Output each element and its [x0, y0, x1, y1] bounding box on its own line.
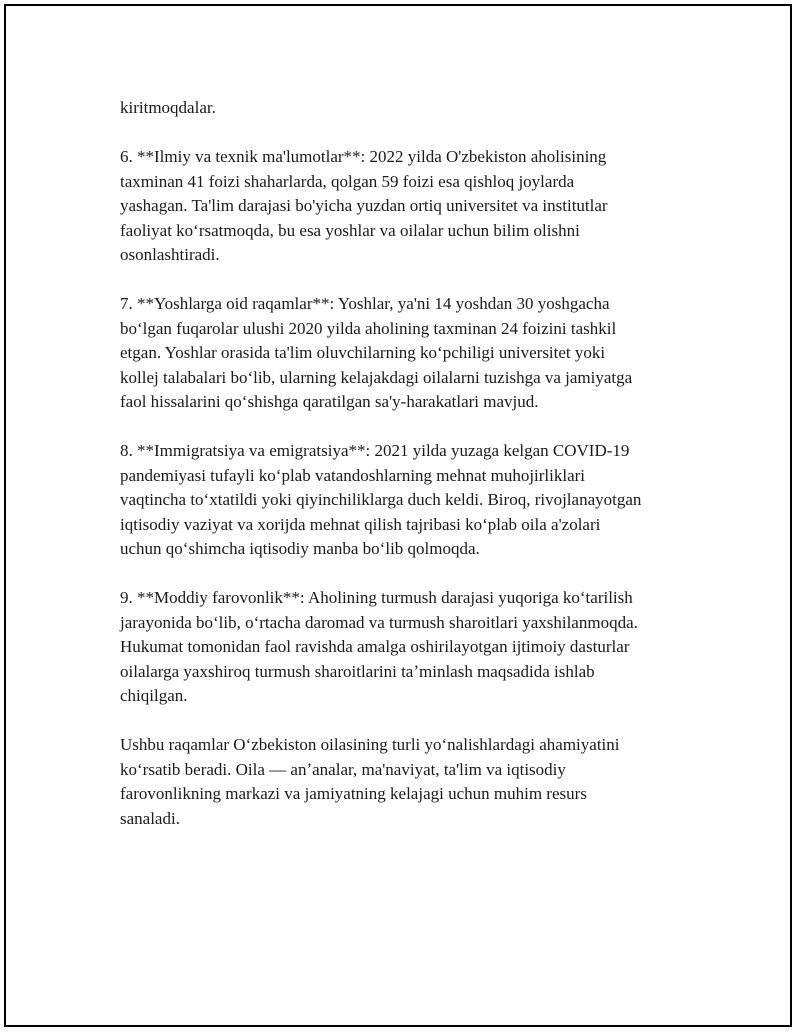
- text-line: vaqtincha toʻxtatildi yoki qiyinchiliklarga duch keldi. Biroq, rivojlanayotgan: [120, 490, 642, 509]
- text-line: chiqilgan.: [120, 686, 188, 705]
- text-line: jarayonida boʻlib, oʻrtacha daromad va turmush sharoitlari yaxshilanmoqda.: [120, 612, 638, 632]
- text-line: faoliyat koʻrsatmoqda, bu esa yoshlar va oilalar uchun bilim olishni: [120, 220, 580, 240]
- paragraph-item-7: [120, 292, 680, 415]
- text-line: boʻlgan fuqarolar ulushi 2020 yilda aholining taxminan 24 foizini tashkil: [120, 318, 617, 338]
- text-line: 7. **Yoshlarga oid raqamlar**: Yoshlar, ya'ni 14 yoshdan 30 yoshgacha: [120, 294, 610, 313]
- text-line: osonlashtiradi.: [120, 245, 220, 264]
- text-line: sanaladi.: [120, 808, 180, 828]
- document-page: [4, 4, 792, 1027]
- document-body: [120, 96, 680, 856]
- text-line: Hukumat tomonidan faol ravishda amalga oshirilayotgan ijtimoiy dasturlar: [120, 637, 630, 656]
- text-line: Ushbu raqamlar Oʻzbekiston oilasining turli yoʻnalishlardagi ahamiyatini: [120, 735, 620, 754]
- text-line: iqtisodiy vaziyat va xorijda mehnat qilish tajribasi koʻplab oila a'zolari: [120, 514, 601, 534]
- text-line: yashagan. Ta'lim darajasi bo'yicha yuzdan ortiq universitet va institutlar: [120, 196, 608, 215]
- text-line: 9. **Moddiy farovonlik**: Aholining turmush darajasi yuqoriga koʻtarilish: [120, 588, 633, 607]
- text-line: kollej talabalari boʻlib, ularning kelajakdagi oilalarni tuzishga va jamiyatga: [120, 367, 633, 387]
- text-line: faol hissalarini qoʻshishga qaratilgan sa'y-harakatlari mavjud.: [120, 392, 539, 411]
- paragraph-conclusion: [120, 733, 680, 831]
- paragraph-item-9: [120, 586, 680, 709]
- paragraph-continuation: [120, 96, 680, 121]
- paragraph-item-8: [120, 439, 680, 562]
- text-line: pandemiyasi tufayli koʻplab vatandoshlarning mehnat muhojirliklari: [120, 465, 586, 485]
- text-line: 8. **Immigratsiya va emigratsiya**: 2021 yilda yuzaga kelgan COVID-19: [120, 441, 630, 460]
- text-line: oilalarga yaxshiroq turmush sharoitlarini taʼminlash maqsadida ishlab: [120, 661, 595, 681]
- text-line: 6. **Ilmiy va texnik ma'lumotlar**: 2022 yilda O'zbekiston aholisining: [120, 147, 607, 166]
- text-line: farovonlikning markazi va jamiyatning kelajagi uchun muhim resurs: [120, 784, 587, 803]
- text-line: kiritmoqdalar.: [120, 98, 216, 117]
- text-line: koʻrsatib beradi. Oila — anʼanalar, ma'naviyat, ta'lim va iqtisodiy: [120, 759, 566, 779]
- paragraph-item-6: [120, 145, 680, 268]
- text-line: etgan. Yoshlar orasida ta'lim oluvchilarning koʻpchiligi universitet yoki: [120, 343, 606, 362]
- text-line: taxminan 41 foizi shaharlarda, qolgan 59 foizi esa qishloq joylarda: [120, 171, 575, 191]
- text-line: uchun qoʻshimcha iqtisodiy manba boʻlib qolmoqda.: [120, 539, 480, 558]
